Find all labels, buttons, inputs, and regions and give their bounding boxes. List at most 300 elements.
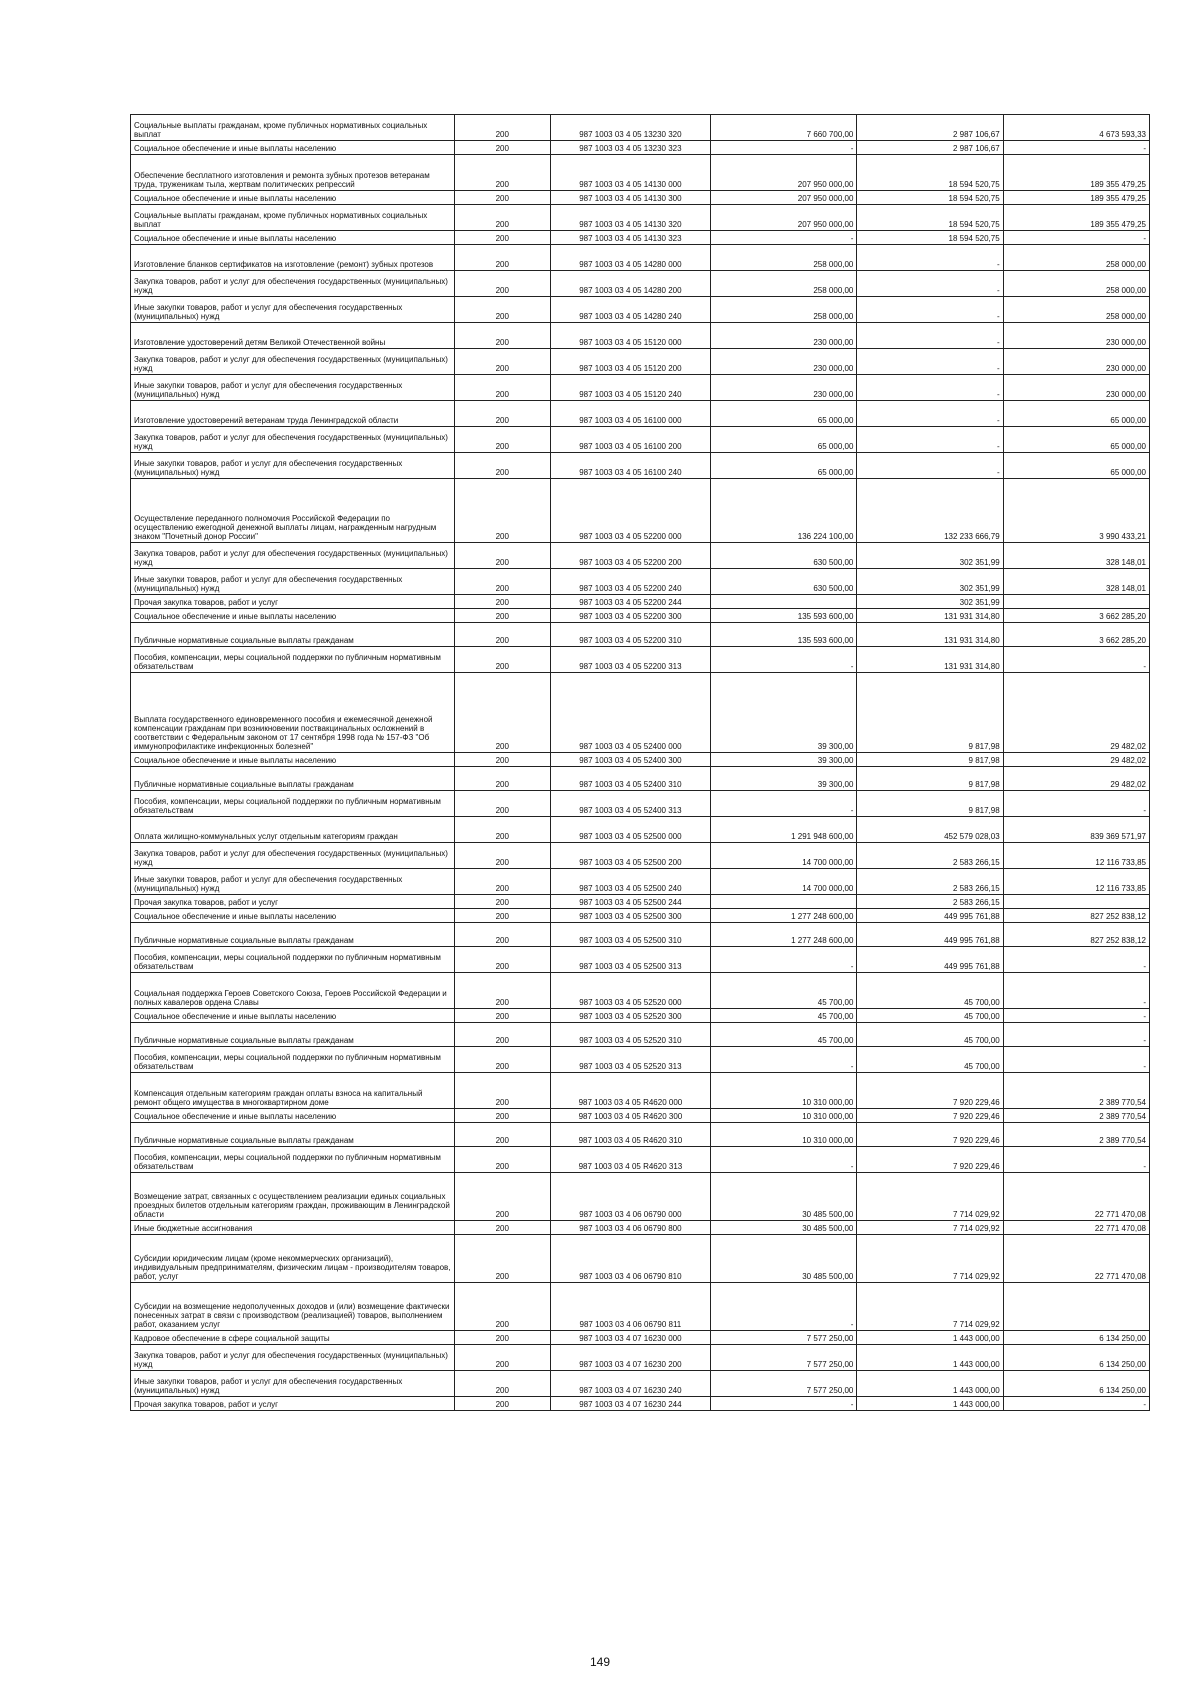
table-row	[131, 609, 1150, 623]
row-approved: 7 577 250,00	[711, 1371, 857, 1397]
row-executed: 2 583 266,15	[857, 843, 1003, 869]
row-approved: 230 000,00	[711, 349, 857, 375]
row-kbk: 987 1003 03 4 05 52200 000	[550, 479, 710, 543]
row-name: Изготовление бланков сертификатов на изготовление (ремонт) зубных протезов	[131, 245, 455, 271]
row-code: 200	[454, 453, 550, 479]
row-approved: 10 310 000,00	[711, 1109, 857, 1123]
row-executed: 7 714 029,92	[857, 1235, 1003, 1283]
table-row	[131, 1173, 1150, 1221]
budget-table	[130, 114, 1150, 1411]
row-code: 200	[454, 349, 550, 375]
table-row	[131, 1235, 1150, 1283]
row-kbk: 987 1003 03 4 05 52400 300	[550, 753, 710, 767]
row-executed: 9 817,98	[857, 753, 1003, 767]
row-unexecuted: 12 116 733,85	[1003, 843, 1149, 869]
table-row	[131, 791, 1150, 817]
row-executed: -	[857, 323, 1003, 349]
row-kbk: 987 1003 03 4 05 52200 310	[550, 623, 710, 647]
row-name: Социальное обеспечение и иные выплаты населению	[131, 191, 455, 205]
row-name: Закупка товаров, работ и услуг для обеспечения государственных (муниципальных) нужд	[131, 843, 455, 869]
row-code: 200	[454, 1147, 550, 1173]
row-approved: 1 277 248 600,00	[711, 923, 857, 947]
row-unexecuted: 3 662 285,20	[1003, 623, 1149, 647]
table-row	[131, 973, 1150, 1009]
row-approved: 10 310 000,00	[711, 1073, 857, 1109]
row-unexecuted: 189 355 479,25	[1003, 191, 1149, 205]
row-code: 200	[454, 1235, 550, 1283]
row-kbk: 987 1003 03 4 05 14280 000	[550, 245, 710, 271]
row-name: Пособия, компенсации, меры социальной поддержки по публичным нормативным обязательствам	[131, 947, 455, 973]
row-code: 200	[454, 1023, 550, 1047]
row-name: Публичные нормативные социальные выплаты гражданам	[131, 1123, 455, 1147]
table-row	[131, 673, 1150, 753]
row-name: Иные закупки товаров, работ и услуг для обеспечения государственных (муниципальных) нужд	[131, 569, 455, 595]
row-kbk: 987 1003 03 4 05 R4620 300	[550, 1109, 710, 1123]
row-approved: 45 700,00	[711, 1009, 857, 1023]
row-approved: 258 000,00	[711, 245, 857, 271]
row-kbk: 987 1003 03 4 05 15120 200	[550, 349, 710, 375]
table-row	[131, 323, 1150, 349]
table-row	[131, 297, 1150, 323]
row-unexecuted: 230 000,00	[1003, 323, 1149, 349]
row-executed: 449 995 761,88	[857, 909, 1003, 923]
table-row	[131, 141, 1150, 155]
row-code: 200	[454, 1109, 550, 1123]
row-unexecuted: 827 252 838,12	[1003, 909, 1149, 923]
row-approved: 7 660 700,00	[711, 115, 857, 141]
row-unexecuted: -	[1003, 1009, 1149, 1023]
row-name: Прочая закупка товаров, работ и услуг	[131, 1397, 455, 1411]
row-name: Осуществление переданного полномочия Российской Федерации по осуществлению ежегодной денежной выплаты лицам, награжденным нагрудным знаком "Почетный донор России"	[131, 479, 455, 543]
row-code: 200	[454, 1331, 550, 1345]
table-row	[131, 191, 1150, 205]
row-approved: 30 485 500,00	[711, 1173, 857, 1221]
row-approved: -	[711, 141, 857, 155]
row-approved: 45 700,00	[711, 1023, 857, 1047]
row-unexecuted: 4 673 593,33	[1003, 115, 1149, 141]
row-executed: 131 931 314,80	[857, 609, 1003, 623]
table-row	[131, 401, 1150, 427]
table-row	[131, 1221, 1150, 1235]
row-kbk: 987 1003 03 4 05 14130 323	[550, 231, 710, 245]
row-kbk: 987 1003 03 4 05 15120 240	[550, 375, 710, 401]
row-code: 200	[454, 673, 550, 753]
table-row	[131, 1283, 1150, 1331]
row-kbk: 987 1003 03 4 05 52500 200	[550, 843, 710, 869]
row-kbk: 987 1003 03 4 07 16230 200	[550, 1345, 710, 1371]
row-unexecuted: 258 000,00	[1003, 297, 1149, 323]
table-row	[131, 923, 1150, 947]
row-executed: -	[857, 349, 1003, 375]
row-executed: 449 995 761,88	[857, 923, 1003, 947]
row-name: Иные бюджетные ассигнования	[131, 1221, 455, 1235]
row-code: 200	[454, 1221, 550, 1235]
row-kbk: 987 1003 03 4 05 14130 300	[550, 191, 710, 205]
row-approved: 1 277 248 600,00	[711, 909, 857, 923]
row-unexecuted: 328 148,01	[1003, 569, 1149, 595]
row-executed: 9 817,98	[857, 767, 1003, 791]
table-row	[131, 909, 1150, 923]
row-approved: 230 000,00	[711, 375, 857, 401]
table-row	[131, 205, 1150, 231]
row-code: 200	[454, 297, 550, 323]
row-approved: 207 950 000,00	[711, 205, 857, 231]
row-name: Иные закупки товаров, работ и услуг для обеспечения государственных (муниципальных) нужд	[131, 297, 455, 323]
row-kbk: 987 1003 03 4 05 52200 244	[550, 595, 710, 609]
row-code: 200	[454, 869, 550, 895]
table-row	[131, 1331, 1150, 1345]
row-executed: 7 920 229,46	[857, 1109, 1003, 1123]
row-executed: 1 443 000,00	[857, 1331, 1003, 1345]
table-row	[131, 1047, 1150, 1073]
row-kbk: 987 1003 03 4 07 16230 240	[550, 1371, 710, 1397]
table-row	[131, 1023, 1150, 1047]
row-approved: 65 000,00	[711, 453, 857, 479]
row-unexecuted: -	[1003, 1147, 1149, 1173]
row-kbk: 987 1003 03 4 05 52500 000	[550, 817, 710, 843]
row-executed: 2 987 106,67	[857, 141, 1003, 155]
row-name: Публичные нормативные социальные выплаты гражданам	[131, 623, 455, 647]
table-row	[131, 595, 1150, 609]
row-approved: 136 224 100,00	[711, 479, 857, 543]
row-unexecuted: 12 116 733,85	[1003, 869, 1149, 895]
row-approved	[711, 595, 857, 609]
row-approved: 39 300,00	[711, 753, 857, 767]
row-name: Социальное обеспечение и иные выплаты населению	[131, 753, 455, 767]
row-approved: 207 950 000,00	[711, 155, 857, 191]
row-kbk: 987 1003 03 4 05 16100 200	[550, 427, 710, 453]
row-name: Социальная поддержка Героев Советского Союза, Героев Российской Федерации и полных кавалеров ордена Славы	[131, 973, 455, 1009]
row-executed: 7 714 029,92	[857, 1173, 1003, 1221]
row-unexecuted: 3 662 285,20	[1003, 609, 1149, 623]
row-approved: 630 500,00	[711, 543, 857, 569]
row-executed: 18 594 520,75	[857, 155, 1003, 191]
row-approved: 45 700,00	[711, 973, 857, 1009]
table-row	[131, 869, 1150, 895]
row-code: 200	[454, 323, 550, 349]
row-approved: 135 593 600,00	[711, 609, 857, 623]
row-name: Прочая закупка товаров, работ и услуг	[131, 595, 455, 609]
row-kbk: 987 1003 03 4 05 52500 310	[550, 923, 710, 947]
row-executed: -	[857, 427, 1003, 453]
row-unexecuted: -	[1003, 1397, 1149, 1411]
row-executed: -	[857, 271, 1003, 297]
row-name: Закупка товаров, работ и услуг для обеспечения государственных (муниципальных) нужд	[131, 427, 455, 453]
row-executed: 7 714 029,92	[857, 1283, 1003, 1331]
row-code: 200	[454, 609, 550, 623]
row-executed: 45 700,00	[857, 1009, 1003, 1023]
row-kbk: 987 1003 03 4 05 13230 323	[550, 141, 710, 155]
row-code: 200	[454, 791, 550, 817]
table-row	[131, 1371, 1150, 1397]
table-row	[131, 623, 1150, 647]
row-code: 200	[454, 1173, 550, 1221]
row-executed: 7 920 229,46	[857, 1147, 1003, 1173]
row-kbk: 987 1003 03 4 05 52520 313	[550, 1047, 710, 1073]
row-executed: -	[857, 297, 1003, 323]
row-code: 200	[454, 479, 550, 543]
row-executed: 45 700,00	[857, 973, 1003, 1009]
row-unexecuted: 2 389 770,54	[1003, 1123, 1149, 1147]
row-executed: 449 995 761,88	[857, 947, 1003, 973]
row-approved: -	[711, 947, 857, 973]
row-executed: 1 443 000,00	[857, 1371, 1003, 1397]
row-approved: -	[711, 1397, 857, 1411]
row-code: 200	[454, 973, 550, 1009]
table-row	[131, 427, 1150, 453]
row-code: 200	[454, 375, 550, 401]
row-kbk: 987 1003 03 4 05 52200 200	[550, 543, 710, 569]
row-unexecuted	[1003, 895, 1149, 909]
table-row	[131, 569, 1150, 595]
row-name: Социальное обеспечение и иные выплаты населению	[131, 909, 455, 923]
row-name: Публичные нормативные социальные выплаты гражданам	[131, 923, 455, 947]
row-approved: 65 000,00	[711, 427, 857, 453]
row-executed: 7 920 229,46	[857, 1073, 1003, 1109]
row-unexecuted: 22 771 470,08	[1003, 1235, 1149, 1283]
row-unexecuted: 839 369 571,97	[1003, 817, 1149, 843]
row-kbk: 987 1003 03 4 07 16230 000	[550, 1331, 710, 1345]
row-name: Прочая закупка товаров, работ и услуг	[131, 895, 455, 909]
row-code: 200	[454, 231, 550, 245]
row-approved: -	[711, 1047, 857, 1073]
row-executed: 302 351,99	[857, 595, 1003, 609]
row-name: Иные закупки товаров, работ и услуг для обеспечения государственных (муниципальных) нужд	[131, 869, 455, 895]
row-approved: 30 485 500,00	[711, 1235, 857, 1283]
table-row	[131, 817, 1150, 843]
row-code: 200	[454, 271, 550, 297]
table-row	[131, 349, 1150, 375]
row-kbk: 987 1003 03 4 05 14280 200	[550, 271, 710, 297]
row-executed: 7 714 029,92	[857, 1221, 1003, 1235]
row-approved: 10 310 000,00	[711, 1123, 857, 1147]
row-code: 200	[454, 817, 550, 843]
row-approved: -	[711, 231, 857, 245]
row-unexecuted: 29 482,02	[1003, 753, 1149, 767]
row-code: 200	[454, 595, 550, 609]
row-name: Закупка товаров, работ и услуг для обеспечения государственных (муниципальных) нужд	[131, 349, 455, 375]
row-kbk: 987 1003 03 4 05 14130 320	[550, 205, 710, 231]
row-code: 200	[454, 401, 550, 427]
table-row	[131, 245, 1150, 271]
row-executed: 2 583 266,15	[857, 895, 1003, 909]
row-code: 200	[454, 623, 550, 647]
table-row	[131, 1123, 1150, 1147]
row-name: Закупка товаров, работ и услуг для обеспечения государственных (муниципальных) нужд	[131, 543, 455, 569]
row-kbk: 987 1003 03 4 05 52200 240	[550, 569, 710, 595]
row-kbk: 987 1003 03 4 05 15120 000	[550, 323, 710, 349]
row-approved: 1 291 948 600,00	[711, 817, 857, 843]
table-row	[131, 1147, 1150, 1173]
row-kbk: 987 1003 03 4 05 52400 313	[550, 791, 710, 817]
row-kbk: 987 1003 03 4 05 16100 000	[550, 401, 710, 427]
row-name: Иные закупки товаров, работ и услуг для обеспечения государственных (муниципальных) нужд	[131, 1371, 455, 1397]
row-name: Социальное обеспечение и иные выплаты населению	[131, 1009, 455, 1023]
row-name: Пособия, компенсации, меры социальной поддержки по публичным нормативным обязательствам	[131, 647, 455, 673]
row-code: 200	[454, 895, 550, 909]
row-name: Обеспечение бесплатного изготовления и ремонта зубных протезов ветеранам труда, труженикам тыла, жертвам политических репрессий	[131, 155, 455, 191]
row-approved: 135 593 600,00	[711, 623, 857, 647]
row-code: 200	[454, 923, 550, 947]
row-name: Изготовление удостоверений ветеранам труда Ленинградской области	[131, 401, 455, 427]
row-executed: 302 351,99	[857, 569, 1003, 595]
row-executed: 45 700,00	[857, 1047, 1003, 1073]
row-kbk: 987 1003 03 4 05 52400 310	[550, 767, 710, 791]
row-code: 200	[454, 427, 550, 453]
row-unexecuted: 258 000,00	[1003, 245, 1149, 271]
row-unexecuted: 230 000,00	[1003, 349, 1149, 375]
row-unexecuted: -	[1003, 791, 1149, 817]
table-row	[131, 753, 1150, 767]
row-kbk: 987 1003 03 4 05 R4620 313	[550, 1147, 710, 1173]
row-executed: 131 931 314,80	[857, 623, 1003, 647]
row-code: 200	[454, 1047, 550, 1073]
row-code: 200	[454, 1283, 550, 1331]
row-approved: 258 000,00	[711, 271, 857, 297]
row-approved: 39 300,00	[711, 767, 857, 791]
row-name: Публичные нормативные социальные выплаты гражданам	[131, 767, 455, 791]
row-code: 200	[454, 569, 550, 595]
row-unexecuted: 189 355 479,25	[1003, 205, 1149, 231]
row-name: Социальное обеспечение и иные выплаты населению	[131, 609, 455, 623]
row-approved: -	[711, 791, 857, 817]
table-row	[131, 947, 1150, 973]
row-name: Закупка товаров, работ и услуг для обеспечения государственных (муниципальных) нужд	[131, 1345, 455, 1371]
row-approved: 65 000,00	[711, 401, 857, 427]
row-kbk: 987 1003 03 4 06 06790 810	[550, 1235, 710, 1283]
row-unexecuted: -	[1003, 231, 1149, 245]
row-unexecuted: -	[1003, 947, 1149, 973]
row-kbk: 987 1003 03 4 05 52520 000	[550, 973, 710, 1009]
row-code: 200	[454, 947, 550, 973]
row-name: Субсидии на возмещение недополученных доходов и (или) возмещение фактически понесенных затрат в связи с производством (реализацией) товаров, выполнением работ, оказанием услуг	[131, 1283, 455, 1331]
row-kbk: 987 1003 03 4 05 52520 300	[550, 1009, 710, 1023]
row-kbk: 987 1003 03 4 05 14280 240	[550, 297, 710, 323]
row-code: 200	[454, 1009, 550, 1023]
row-code: 200	[454, 191, 550, 205]
row-kbk: 987 1003 03 4 05 14130 000	[550, 155, 710, 191]
table-row	[131, 1073, 1150, 1109]
row-approved: 30 485 500,00	[711, 1221, 857, 1235]
row-unexecuted: 22 771 470,08	[1003, 1173, 1149, 1221]
row-name: Иные закупки товаров, работ и услуг для обеспечения государственных (муниципальных) нужд	[131, 375, 455, 401]
row-approved: 207 950 000,00	[711, 191, 857, 205]
row-approved: -	[711, 1147, 857, 1173]
row-name: Субсидии юридическим лицам (кроме некоммерческих организаций), индивидуальным предпринимателям, физическим лицам - производителям товаров, работ, услуг	[131, 1235, 455, 1283]
row-kbk: 987 1003 03 4 05 16100 240	[550, 453, 710, 479]
row-executed: 9 817,98	[857, 791, 1003, 817]
row-name: Публичные нормативные социальные выплаты гражданам	[131, 1023, 455, 1047]
row-name: Социальное обеспечение и иные выплаты населению	[131, 141, 455, 155]
row-executed: -	[857, 401, 1003, 427]
row-kbk: 987 1003 03 4 05 13230 320	[550, 115, 710, 141]
row-code: 200	[454, 1371, 550, 1397]
row-approved: 230 000,00	[711, 323, 857, 349]
row-unexecuted: -	[1003, 647, 1149, 673]
table-row	[131, 647, 1150, 673]
row-unexecuted: 2 389 770,54	[1003, 1073, 1149, 1109]
row-unexecuted	[1003, 1283, 1149, 1331]
row-unexecuted	[1003, 595, 1149, 609]
table-row	[131, 231, 1150, 245]
row-approved: 14 700 000,00	[711, 843, 857, 869]
row-name: Оплата жилищно-коммунальных услуг отдельным категориям граждан	[131, 817, 455, 843]
row-executed: 302 351,99	[857, 543, 1003, 569]
row-kbk: 987 1003 03 4 05 52500 240	[550, 869, 710, 895]
row-executed: 18 594 520,75	[857, 191, 1003, 205]
row-approved	[711, 895, 857, 909]
row-code: 200	[454, 205, 550, 231]
row-unexecuted: 22 771 470,08	[1003, 1221, 1149, 1235]
row-name: Социальные выплаты гражданам, кроме публичных нормативных социальных выплат	[131, 205, 455, 231]
table-row	[131, 1397, 1150, 1411]
row-unexecuted: 29 482,02	[1003, 673, 1149, 753]
row-approved: 39 300,00	[711, 673, 857, 753]
row-code: 200	[454, 543, 550, 569]
row-unexecuted: 65 000,00	[1003, 401, 1149, 427]
row-executed: -	[857, 245, 1003, 271]
row-unexecuted: 6 134 250,00	[1003, 1371, 1149, 1397]
row-unexecuted: 827 252 838,12	[1003, 923, 1149, 947]
row-name: Пособия, компенсации, меры социальной поддержки по публичным нормативным обязательствам	[131, 791, 455, 817]
row-approved: 7 577 250,00	[711, 1331, 857, 1345]
row-kbk: 987 1003 03 4 05 52200 313	[550, 647, 710, 673]
row-executed: 452 579 028,03	[857, 817, 1003, 843]
row-unexecuted: 230 000,00	[1003, 375, 1149, 401]
row-approved: -	[711, 1283, 857, 1331]
row-kbk: 987 1003 03 4 05 52200 300	[550, 609, 710, 623]
table-row	[131, 1345, 1150, 1371]
table-row	[131, 1009, 1150, 1023]
row-unexecuted: 65 000,00	[1003, 453, 1149, 479]
row-kbk: 987 1003 03 4 05 52520 310	[550, 1023, 710, 1047]
table-row	[131, 271, 1150, 297]
row-executed: 2 987 106,67	[857, 115, 1003, 141]
row-approved: 630 500,00	[711, 569, 857, 595]
table-row	[131, 843, 1150, 869]
row-name: Социальное обеспечение и иные выплаты населению	[131, 231, 455, 245]
table-row	[131, 767, 1150, 791]
row-code: 200	[454, 155, 550, 191]
row-name: Кадровое обеспечение в сфере социальной защиты	[131, 1331, 455, 1345]
row-unexecuted: 29 482,02	[1003, 767, 1149, 791]
row-approved: -	[711, 647, 857, 673]
table-body	[131, 115, 1150, 1411]
row-unexecuted: -	[1003, 973, 1149, 1009]
table-row	[131, 895, 1150, 909]
row-name: Социальное обеспечение и иные выплаты населению	[131, 1109, 455, 1123]
row-executed: -	[857, 453, 1003, 479]
row-kbk: 987 1003 03 4 05 52500 313	[550, 947, 710, 973]
table-row	[131, 115, 1150, 141]
row-name: Выплата государственного единовременного пособия и ежемесячной денежной компенсации гражданам при возникновении поствакцинальных осложнений в соответствии с Федеральным законом от 17 сентября 1998 года № 157-ФЗ "Об иммунопрофилактике инфекционных болезней"	[131, 673, 455, 753]
row-approved: 14 700 000,00	[711, 869, 857, 895]
page-number: 149	[589, 1655, 611, 1669]
row-unexecuted: 258 000,00	[1003, 271, 1149, 297]
row-name: Пособия, компенсации, меры социальной поддержки по публичным нормативным обязательствам	[131, 1047, 455, 1073]
row-code: 200	[454, 1123, 550, 1147]
row-unexecuted: -	[1003, 1023, 1149, 1047]
row-code: 200	[454, 843, 550, 869]
row-code: 200	[454, 767, 550, 791]
table-row	[131, 375, 1150, 401]
row-executed: 132 233 666,79	[857, 479, 1003, 543]
row-kbk: 987 1003 03 4 05 R4620 000	[550, 1073, 710, 1109]
row-unexecuted: 2 389 770,54	[1003, 1109, 1149, 1123]
row-executed: 7 920 229,46	[857, 1123, 1003, 1147]
row-executed: 45 700,00	[857, 1023, 1003, 1047]
row-executed: 131 931 314,80	[857, 647, 1003, 673]
